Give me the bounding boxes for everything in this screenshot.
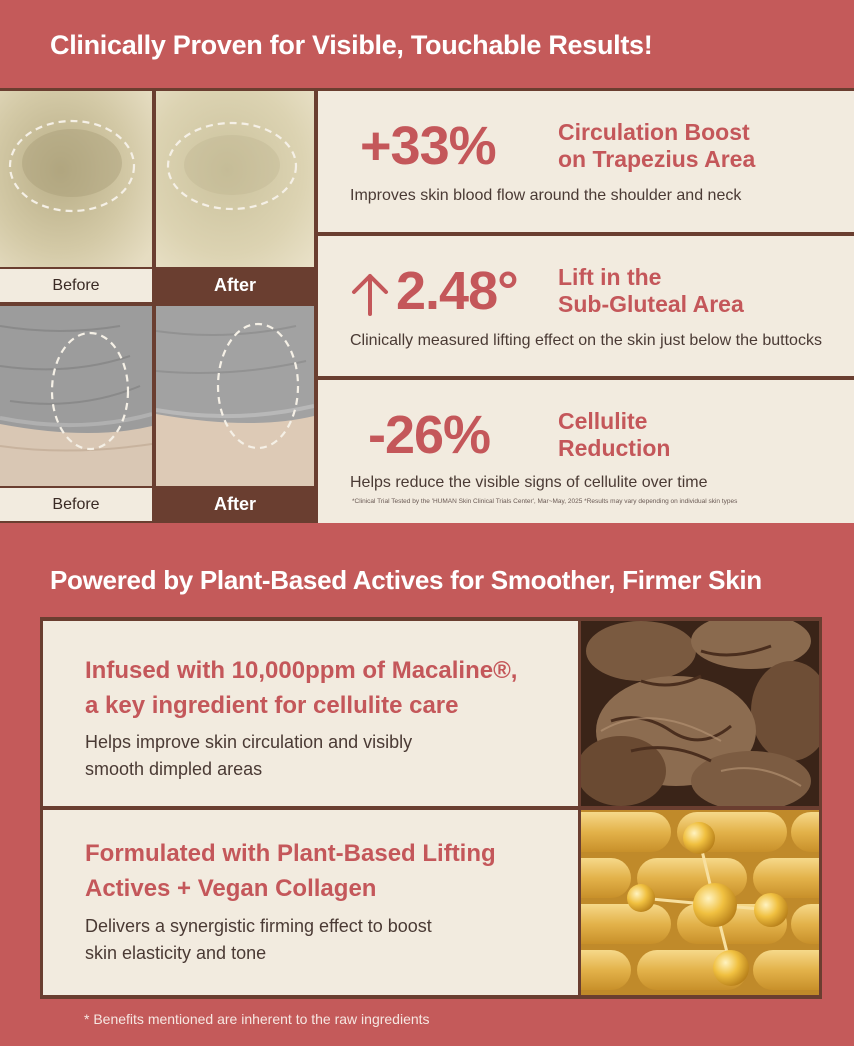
section-title-actives: Powered by Plant-Based Actives for Smoother, Firmer Skin [50,565,762,595]
feature-description-line1: Helps improve skin circulation and visibly [85,732,413,752]
footnote: * Benefits mentioned are inherent to the raw ingredients [84,1011,430,1027]
feature-vegan-collagen [43,810,578,995]
stat-headline-line1: Lift in the [558,264,662,290]
stat-description: Clinically measured lifting effect on the skin just below the buttocks [350,332,822,349]
stat-headline-line2: Reduction [558,435,671,461]
before-photo-shoulder [0,91,152,267]
feature-headline-line1: Infused with 10,000ppm of Macaline®, [85,657,518,684]
caption-before-bottom: Before [0,488,152,521]
before-photo-thigh [0,306,152,486]
section-title-results: Clinically Proven for Visible, Touchable Results! [50,30,653,60]
stat-value: -26% [368,405,491,465]
stat-cellulite [318,380,854,523]
stat-headline-line1: Cellulite [558,408,648,434]
feature-headline-line2: Actives + Vegan Collagen [85,875,377,902]
stat-description: Improves skin blood flow around the shoulder and neck [350,187,742,204]
after-photo-shoulder [156,91,314,267]
golden-capsules-image [581,810,819,995]
caption-before-top: Before [0,269,152,302]
feature-headline-line2: a key ingredient for cellulite care [85,692,459,719]
stat-value: +33% [360,116,496,176]
stat-headline-line1: Circulation Boost [558,119,750,145]
after-photo-thigh [156,306,314,486]
feature-macaline [43,621,578,806]
results-panel [0,88,854,523]
stat-headline-line2: on Trapezius Area [558,146,756,172]
stat-circulation [318,91,854,232]
feature-headline-line1: Formulated with Plant-Based Lifting [85,840,496,867]
maca-root-image [581,621,819,806]
stat-description: Helps reduce the visible signs of cellulite over time [350,474,708,491]
feature-description-line2: smooth dimpled areas [85,759,263,779]
caption-after-top: After [156,269,314,302]
feature-description-line1: Delivers a synergistic firming effect to boost [85,916,432,936]
feature-description-line2: skin elasticity and tone [85,943,267,963]
stat-value: 2.48° [396,261,518,321]
arrow-up-icon [350,272,390,316]
caption-after-bottom: After [156,488,314,521]
stat-lift [318,236,854,376]
clinical-trial-note: *Clinical Trial Tested by the 'HUMAN Skin Clinical Trials Center', Mar~May, 2025 *Results may vary depending on individual skin types [352,498,738,505]
actives-panel [40,617,822,999]
stat-headline-line2: Sub-Gluteal Area [558,291,744,317]
